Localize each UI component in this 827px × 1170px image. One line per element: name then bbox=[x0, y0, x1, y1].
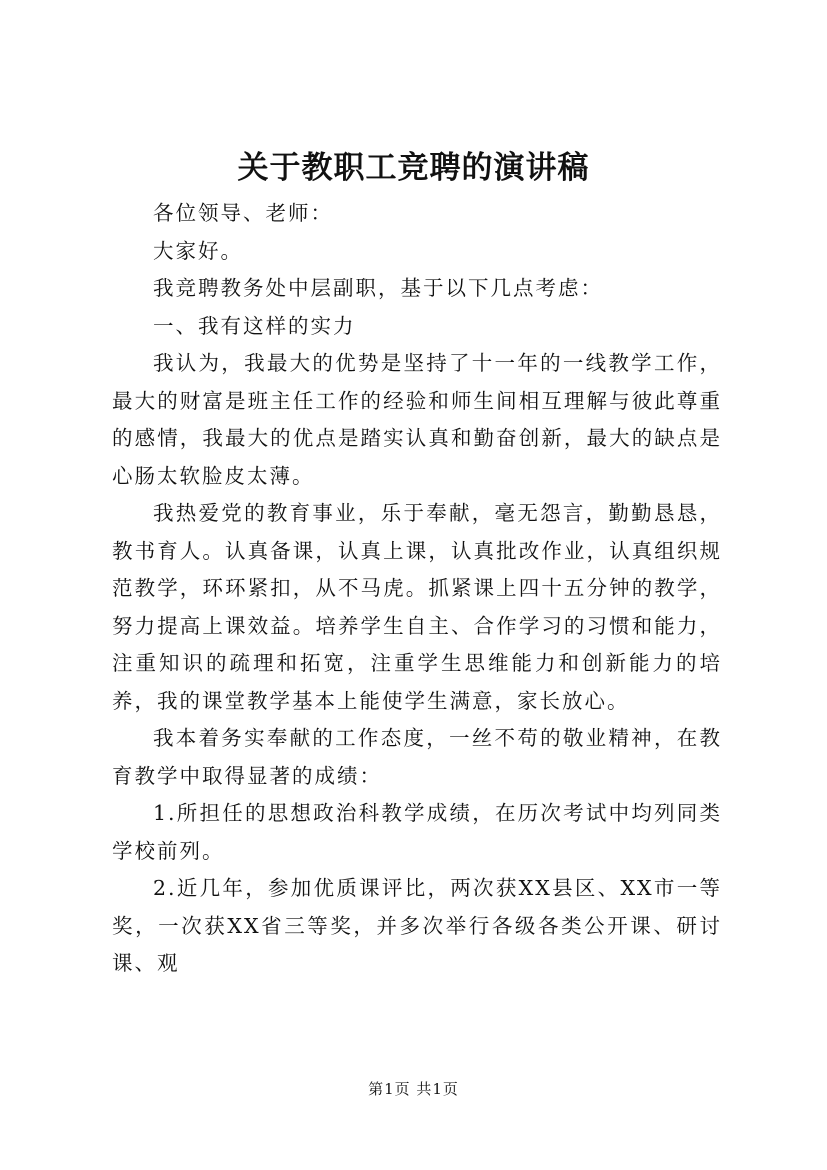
paragraph-achievements-intro: 我本着务实奉献的工作态度，一丝不苟的敬业精神，在教育教学中取得显著的成绩： bbox=[112, 726, 722, 788]
paragraph-intro: 我竞聘教务处中层副职，基于以下几点考虑： bbox=[153, 276, 603, 300]
paragraph-strengths: 我认为，我最大的优势是坚持了十一年的一线教学工作，最大的财富是班主任工作的经验和师生间相互理解与彼此尊重的感情，我最大的优点是踏实认真和勤奋创新，最大的缺点是心肠太软脸皮太薄。 bbox=[112, 351, 722, 488]
paragraph-dedication: 我热爱党的教育事业，乐于奉献，毫无怨言，勤勤恳恳，教书育人。认真备课，认真上课，认真批改作业，认真组织规范教学，环环紧扣，从不马虎。抓紧课上四十五分钟的教学，努力提高上课效益。培养学生自主、合作学习的习惯和能力，注重知识的疏理和拓宽，注重学生思维能力和创新能力的培养，我的课堂教学基本上能使学生满意，家长放心。 bbox=[112, 501, 722, 713]
section-heading: 一、我有这样的实力 bbox=[153, 313, 356, 338]
paragraph-greeting: 大家好。 bbox=[153, 238, 243, 263]
page-footer: 第1页 共1页 bbox=[368, 1080, 459, 1098]
list-item-achievement-2: 2.近几年，参加优质课评比，两次获XX县区、XX市一等奖，一次获XX省三等奖，并多次举行各级各类公开课、研讨课、观 bbox=[112, 876, 722, 975]
paragraph-salutation: 各位领导、老师： bbox=[153, 201, 333, 225]
document-title: 关于教职工竞聘的演讲稿 bbox=[237, 150, 590, 186]
list-item-achievement-1: 1.所担任的思想政治科教学成绩，在历次考试中均列同类学校前列。 bbox=[112, 801, 722, 863]
document-body bbox=[112, 195, 722, 983]
